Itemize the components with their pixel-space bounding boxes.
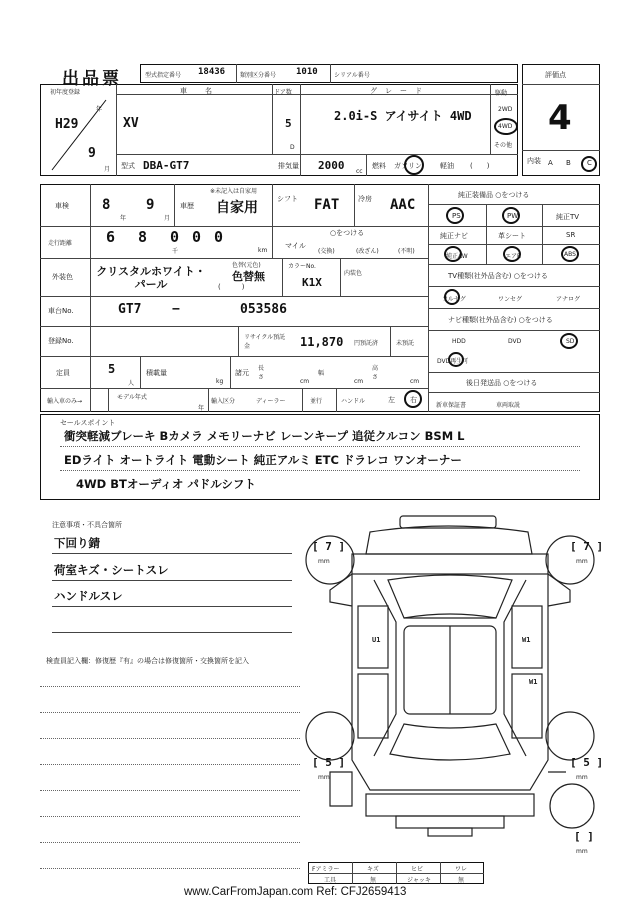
note-item: ハンドルスレ (54, 589, 123, 603)
shift: FAT (314, 197, 340, 213)
tv-oneseg: ワンセグ (498, 296, 523, 303)
capacity-unit: 人 (128, 380, 135, 387)
tread-unit: mm (576, 558, 588, 565)
tv-analog: アナログ (556, 296, 581, 303)
first-reg-era: H29 (55, 117, 79, 132)
first-reg-label: 初年度登録 (50, 89, 81, 96)
import-label: 輸入車のみ→ (47, 398, 83, 405)
ac-label: 冷房 (358, 195, 372, 203)
color-no-label: カラーNo. (288, 263, 316, 270)
shift-label: シフト (277, 195, 298, 203)
mileage-digit: 0 (214, 228, 224, 246)
recycle-unit: 円預託済 (354, 340, 379, 347)
legend-cell: キズ (367, 866, 379, 873)
tread-spare: [ ] (574, 830, 594, 843)
drive-4wd-circle (494, 118, 518, 135)
legend-cell: Fアミラー (312, 866, 340, 873)
class-code: 1010 (296, 67, 318, 77)
header-code-row (140, 64, 518, 83)
tv-fullseg: フルセグ (442, 296, 466, 303)
km-unit: km (258, 247, 268, 254)
handle-right-circle (404, 390, 422, 408)
mileage-label: 走行距離 (48, 240, 73, 247)
navi-dvd: DVD (508, 338, 522, 345)
reg-no-label: 登録No. (48, 337, 74, 345)
shaken-month-mark: 月 (164, 215, 171, 222)
car-name-label: 車名 (180, 87, 230, 95)
equipment-title: 純正装備品 ○をつける (458, 191, 530, 199)
color-label: 外装色 (52, 273, 73, 281)
month-mark: 月 (104, 166, 111, 173)
mile-label: マイル (285, 242, 306, 250)
recycle-label: リサイクル預託金 (244, 334, 286, 350)
serial-label: シリアル番号 (334, 72, 370, 79)
color-no: K1X (302, 276, 322, 289)
recycle-un: 未預託 (396, 340, 415, 347)
tread-rear-left: [ 5 ] (312, 756, 346, 769)
fuel-circle (404, 155, 424, 175)
usage-note: ※未記入は自家用 (210, 188, 258, 195)
dealer: ディーラー (256, 398, 286, 405)
shaken-year-mark: 年 (120, 215, 127, 222)
mileage-digit: 6 (106, 228, 116, 246)
light-oil-paren: ( ) (470, 162, 490, 170)
damage-mark: W1 (529, 678, 538, 686)
navi-dvd-play-circle (448, 352, 464, 367)
sales-point-line-3: 4WD BTオーディオ パドルシフト (76, 477, 256, 491)
shaken-month: 9 (146, 197, 155, 213)
first-reg-slash (44, 98, 114, 172)
equip-ps: PS (452, 212, 461, 220)
drive-2wd: 2WD (498, 106, 513, 113)
equip-aw-circle (444, 246, 462, 262)
page-title: 出品票 (62, 69, 122, 89)
year-mark: 年 (96, 106, 103, 113)
first-reg-month: 9 (88, 146, 96, 161)
legend-cell: ヒビ (411, 866, 424, 873)
tv-title: TV種類(社外品含む) ○をつける (448, 272, 548, 280)
navi-title: ナビ種類(社外品含む) ○をつける (448, 316, 553, 324)
tread-unit: mm (318, 558, 330, 565)
watermark: www.CarFromJapan.com Ref: CFJ2659413 (184, 886, 407, 898)
recycle-amount: 11,870 (300, 335, 344, 349)
fuel-label: 燃料 (372, 162, 386, 170)
drive-4wd: 4WD (498, 123, 513, 130)
legend-cell: ジャッキ (407, 877, 431, 884)
exterior-color: クリスタルホワイト・パール (96, 265, 206, 291)
repaint: 色替無 (232, 270, 265, 283)
car-diagram (300, 510, 600, 860)
notes-label: 注意事項・不具合箇所 (52, 521, 122, 529)
drive-label: 駆動 (495, 90, 508, 97)
navi-dvd-play: DVD再生可 (437, 358, 469, 365)
shaken-label: 車検 (55, 202, 69, 210)
handle-left: 左 (388, 396, 395, 404)
damage-mark: U1 (372, 636, 381, 644)
legend-cell: ワレ (455, 866, 468, 873)
chassis-dash: − (172, 302, 180, 317)
tread-rear-right: [ 5 ] (570, 756, 604, 769)
navi-sd-circle (560, 333, 578, 349)
meter-tamper: (改ざん) (356, 248, 379, 255)
note-item: 下回り錆 (54, 536, 100, 550)
interior-color-label: 内装色 (344, 270, 363, 277)
equip-abs: ABS (564, 251, 576, 258)
doors-count: 5 (285, 117, 292, 130)
model-year-label: モデル年式 (117, 394, 147, 401)
displacement-label: 排気量 (278, 162, 299, 170)
legend-cell: 無 (458, 877, 465, 884)
handle-label: ハンドル (341, 398, 366, 405)
meter-unknown: (不明) (398, 248, 415, 255)
rear-manual: 車両取説 (496, 402, 521, 409)
interior-label: 内装 (527, 157, 541, 165)
width-cm: cm (354, 378, 364, 385)
drive-other: その他 (494, 142, 513, 149)
tread-value: 5 (583, 756, 590, 769)
displacement: 2000 (318, 159, 345, 172)
tread-value: 7 (325, 540, 332, 553)
car-name: XV (123, 116, 139, 131)
legend-cell: 工具 (324, 877, 337, 884)
chassis-prefix: GT7 (118, 302, 142, 317)
sales-points-label: セールスポイント (60, 419, 116, 427)
chassis-number: 053586 (240, 302, 287, 317)
score-label: 評価点 (545, 71, 566, 79)
import-class-label: 輸入区分 (211, 398, 236, 405)
tread-front-right: [ 7 ] (570, 540, 604, 553)
tread-front-left: [ 7 ] (312, 540, 346, 553)
mileage-sep: 千 (172, 248, 179, 255)
equip-pw-circle (502, 207, 520, 224)
load-label: 積載量 (146, 369, 167, 377)
fuel-gasoline: ガソリン (394, 162, 422, 170)
size-label: 諸元 (235, 369, 249, 377)
equip-aw: 純正AW (446, 253, 468, 260)
equip-airbag-circle (503, 246, 521, 262)
equip-airbag: エアB (505, 253, 522, 260)
equip-navi: 純正ナビ (440, 232, 468, 240)
damage-mark: W1 (522, 636, 531, 644)
rear-title: 後日発送品 ○をつける (466, 379, 538, 387)
chassis-label: 車台No. (48, 307, 74, 315)
doors-label: ドア数 (274, 89, 292, 96)
navi-sd: SD (566, 338, 575, 345)
equip-pw: PW (507, 212, 519, 220)
interior-a: A (548, 159, 553, 167)
mileage-digit: 0 (192, 228, 202, 246)
meter-note: ○をつける (330, 229, 365, 237)
model-year-unit: 年 (198, 405, 205, 412)
tread-unit: mm (576, 848, 588, 855)
usage: 自家用 (216, 200, 258, 216)
interior-c-circle (581, 156, 597, 172)
ac: AAC (390, 197, 416, 213)
legend-cell: 無 (370, 877, 377, 884)
height-label: 高さ (372, 365, 379, 381)
interior-b: B (566, 159, 571, 167)
equip-leather: 革シート (498, 232, 526, 240)
form-code: 18436 (198, 67, 226, 77)
tread-value: 5 (325, 756, 332, 769)
class-code-label: 類別区分番号 (240, 72, 277, 79)
sales-point-line-1: 衝突軽減ブレーキ Bカメラ メモリーナビ レーンキープ 追従クルコン BSM L (64, 429, 465, 443)
grade: 2.0i-S アイサイト 4WD (334, 109, 472, 123)
form-code-label: 型式指定番号 (145, 72, 182, 79)
usage-label: 車歴 (180, 202, 194, 210)
score-value: 4 (548, 98, 572, 138)
mileage-digit: 8 (138, 228, 148, 246)
mileage-digit: 0 (170, 228, 180, 246)
capacity: 5 (108, 362, 116, 376)
cc-unit: cc (356, 168, 363, 175)
tread-unit: mm (318, 774, 330, 781)
height-cm: cm (410, 378, 420, 385)
mileage-digits (92, 228, 236, 246)
rear-warranty: 新車保証書 (436, 402, 467, 409)
shaken-year: 8 (102, 197, 111, 213)
length-label: 長さ (258, 365, 265, 381)
equip-ps-circle (446, 207, 464, 224)
interior-c: C (587, 159, 592, 167)
tread-value: 7 (583, 540, 590, 553)
capacity-label: 定員 (56, 369, 70, 377)
repaint-label: 色替(元色) (232, 262, 261, 269)
kg-unit: kg (216, 378, 224, 385)
sales-point-line-2: EDライト オートライト 電動シート 純正アルミ ETC ドラレコ ワンオーナー (64, 453, 462, 467)
repaint-paren: ( ) (218, 283, 245, 291)
equip-tv: 純正TV (556, 213, 580, 221)
tv-fullseg-circle (444, 289, 460, 305)
equip-abs-circle (561, 246, 579, 262)
meter-swap: (交換) (318, 248, 335, 255)
doors-d: D (290, 144, 295, 151)
note-item: 荷室キズ・シートスレ (54, 563, 169, 577)
equip-sr: SR (566, 231, 576, 239)
tread-unit: mm (576, 774, 588, 781)
model-label: 型式 (121, 162, 135, 170)
inspector-label: 検査員記入欄：修復歴『有』の場合は修復箇所・交換箇所を記入 (46, 657, 249, 665)
handle-right: 右 (410, 396, 417, 404)
length-cm: cm (300, 378, 310, 385)
navi-hdd: HDD (452, 338, 466, 345)
light-oil-label: 軽油 (440, 162, 454, 170)
parallel: 並行 (310, 398, 323, 405)
model: DBA-GT7 (143, 159, 190, 172)
width-label: 幅 (318, 370, 325, 377)
grade-label: グレード (370, 87, 430, 95)
